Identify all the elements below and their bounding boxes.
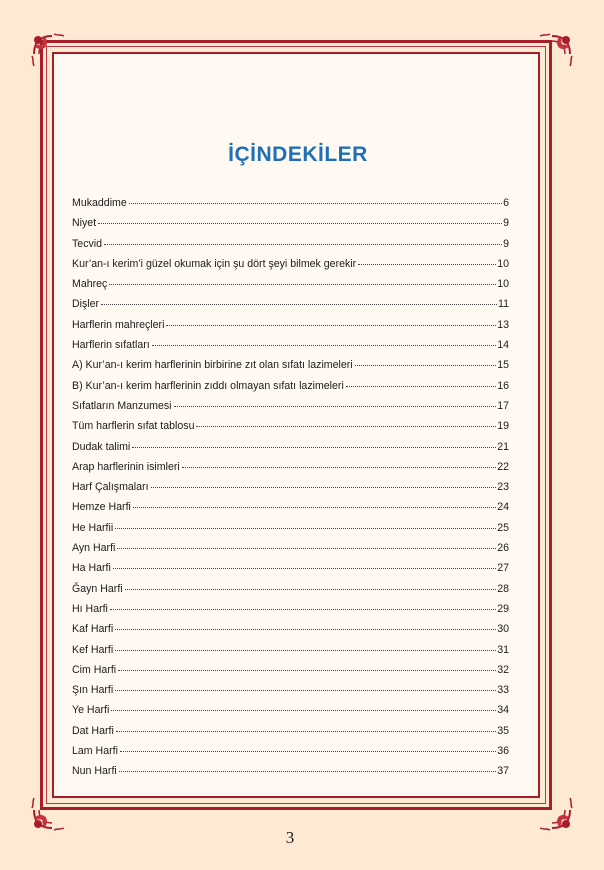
toc-entry-page: 13 [497, 318, 509, 331]
toc-entry-title: Arap harflerinin isimleri [72, 460, 180, 473]
page-title: İÇİNDEKİLER [228, 143, 368, 166]
toc-entry [72, 765, 509, 785]
toc-dot-leader [119, 771, 496, 772]
toc-dot-leader [120, 751, 496, 752]
toc-entry [72, 644, 509, 664]
page-number: 3 [285, 828, 295, 847]
toc-entry-title: Dudak talimi [72, 440, 131, 453]
toc-dot-leader [346, 386, 496, 387]
toc-entry-page: 11 [498, 298, 509, 311]
toc-entry-page: 15 [497, 359, 509, 372]
toc-entry-page: 36 [497, 745, 509, 758]
toc-entry-page: 19 [497, 420, 509, 433]
toc-dot-leader [116, 731, 496, 732]
toc-entry-title: Ye Harfi [72, 704, 110, 717]
toc-entry-title: Ğayn Harfi [72, 582, 123, 595]
toc-entry [72, 380, 509, 400]
toc-entry [72, 501, 509, 521]
toc-entry-page: 24 [497, 501, 509, 514]
toc-dot-leader [110, 609, 496, 610]
toc-entry-title: Cim Harfi [72, 663, 117, 676]
toc-entry-title: Harf Çalışmaları [72, 481, 149, 494]
toc-entry [72, 441, 509, 461]
toc-entry [72, 298, 509, 318]
toc-entry-title: Mahreç [72, 278, 108, 291]
floral-corner-ornament-icon [30, 32, 74, 76]
toc-dot-leader [111, 710, 496, 711]
toc-entry-page: 23 [497, 481, 509, 494]
toc-entry-title: B) Kur’an-ı kerim harflerinin zıddı olmayan sıfatı lazimeleri [72, 379, 344, 392]
toc-entry [72, 339, 509, 359]
toc-entry [72, 481, 509, 501]
table-of-contents [72, 197, 509, 786]
toc-entry-page: 25 [497, 521, 509, 534]
toc-entry [72, 400, 509, 420]
toc-entry [72, 725, 509, 745]
toc-dot-leader [101, 304, 497, 305]
toc-entry-page: 14 [497, 339, 509, 352]
toc-entry [72, 623, 509, 643]
toc-dot-leader [358, 264, 496, 265]
toc-entry [72, 745, 509, 765]
toc-entry-page: 22 [497, 460, 509, 473]
toc-dot-leader [132, 447, 496, 448]
toc-entry-title: Ha Harfi [72, 562, 111, 575]
toc-entry-page: 29 [497, 602, 509, 615]
toc-entry-page: 6 [503, 197, 509, 209]
toc-entry-page: 10 [497, 257, 509, 270]
toc-entry [72, 359, 509, 379]
toc-dot-leader [115, 629, 496, 630]
toc-entry [72, 583, 509, 603]
toc-entry-page: 10 [497, 278, 509, 291]
toc-entry [72, 522, 509, 542]
toc-entry-title: Hemze Harfi [72, 501, 131, 514]
toc-dot-leader [98, 223, 502, 224]
toc-entry-page: 31 [497, 643, 509, 656]
toc-dot-leader [118, 670, 496, 671]
toc-entry-page: 28 [497, 582, 509, 595]
toc-entry-title: Hı Harfi [72, 602, 108, 615]
floral-corner-ornament-icon [530, 788, 574, 832]
toc-dot-leader [174, 406, 497, 407]
toc-entry-page: 9 [503, 237, 509, 250]
toc-dot-leader [104, 244, 502, 245]
toc-dot-leader [355, 365, 497, 366]
toc-entry-title: Kef Harfi [72, 643, 114, 656]
toc-entry-title: Kur’an-ı kerim’i güzel okumak için şu dört şeyi bilmek gerekir [72, 257, 357, 270]
toc-entry [72, 684, 509, 704]
toc-entry [72, 319, 509, 339]
toc-entry-page: 26 [497, 542, 509, 555]
toc-entry-page: 32 [497, 663, 509, 676]
toc-entry-page: 33 [497, 684, 509, 697]
toc-entry [72, 562, 509, 582]
toc-entry-title: Tüm harflerin sıfat tablosu [72, 420, 195, 433]
toc-entry-title: Kaf Harfi [72, 623, 114, 636]
toc-entry-page: 35 [497, 724, 509, 737]
toc-dot-leader [182, 467, 496, 468]
floral-corner-ornament-icon [30, 788, 74, 832]
toc-entry-title: A) Kur’an-ı kerim harflerinin birbirine zıt olan sıfatı lazimeleri [72, 359, 353, 372]
toc-entry [72, 217, 509, 237]
toc-dot-leader [115, 650, 496, 651]
toc-entry-title: Şın Harfi [72, 684, 114, 697]
toc-dot-leader [152, 345, 496, 346]
toc-dot-leader [133, 507, 496, 508]
toc-entry-title: Niyet [72, 217, 97, 230]
toc-entry [72, 258, 509, 278]
toc-entry-title: Mukaddime [72, 197, 127, 209]
toc-entry [72, 197, 509, 217]
toc-entry-title: Ayn Harfi [72, 542, 116, 555]
toc-entry [72, 278, 509, 298]
toc-entry [72, 704, 509, 724]
toc-dot-leader [125, 589, 497, 590]
toc-dot-leader [109, 284, 496, 285]
toc-entry-title: Tecvid [72, 237, 103, 250]
toc-entry-title: He Harfii [72, 521, 114, 534]
toc-entry-page: 37 [497, 765, 509, 778]
toc-entry-title: Nun Harfi [72, 765, 117, 778]
toc-entry-title: Sıfatların Manzumesi [72, 399, 172, 412]
toc-entry-title: Lam Harfi [72, 745, 118, 758]
toc-entry-title: Dat Harfi [72, 724, 114, 737]
toc-dot-leader [115, 528, 496, 529]
toc-entry-page: 30 [497, 623, 509, 636]
toc-entry-page: 27 [497, 562, 509, 575]
toc-entry [72, 664, 509, 684]
toc-entry [72, 603, 509, 623]
toc-dot-leader [115, 690, 496, 691]
toc-dot-leader [117, 548, 496, 549]
toc-dot-leader [166, 325, 496, 326]
toc-entry-title: Dişler [72, 298, 100, 311]
floral-corner-ornament-icon [530, 32, 574, 76]
toc-entry [72, 238, 509, 258]
toc-entry [72, 461, 509, 481]
toc-entry-title: Harflerin mahreçleri [72, 318, 165, 331]
toc-entry-title: Harflerin sıfatları [72, 339, 150, 352]
toc-entry [72, 420, 509, 440]
toc-entry-page: 9 [503, 217, 509, 230]
toc-dot-leader [151, 487, 497, 488]
toc-entry [72, 542, 509, 562]
toc-dot-leader [113, 568, 496, 569]
toc-dot-leader [129, 203, 502, 204]
toc-entry-page: 17 [497, 399, 509, 412]
toc-entry-page: 34 [497, 704, 509, 717]
toc-entry-page: 16 [497, 379, 509, 392]
toc-entry-page: 21 [497, 440, 509, 453]
toc-dot-leader [196, 426, 496, 427]
